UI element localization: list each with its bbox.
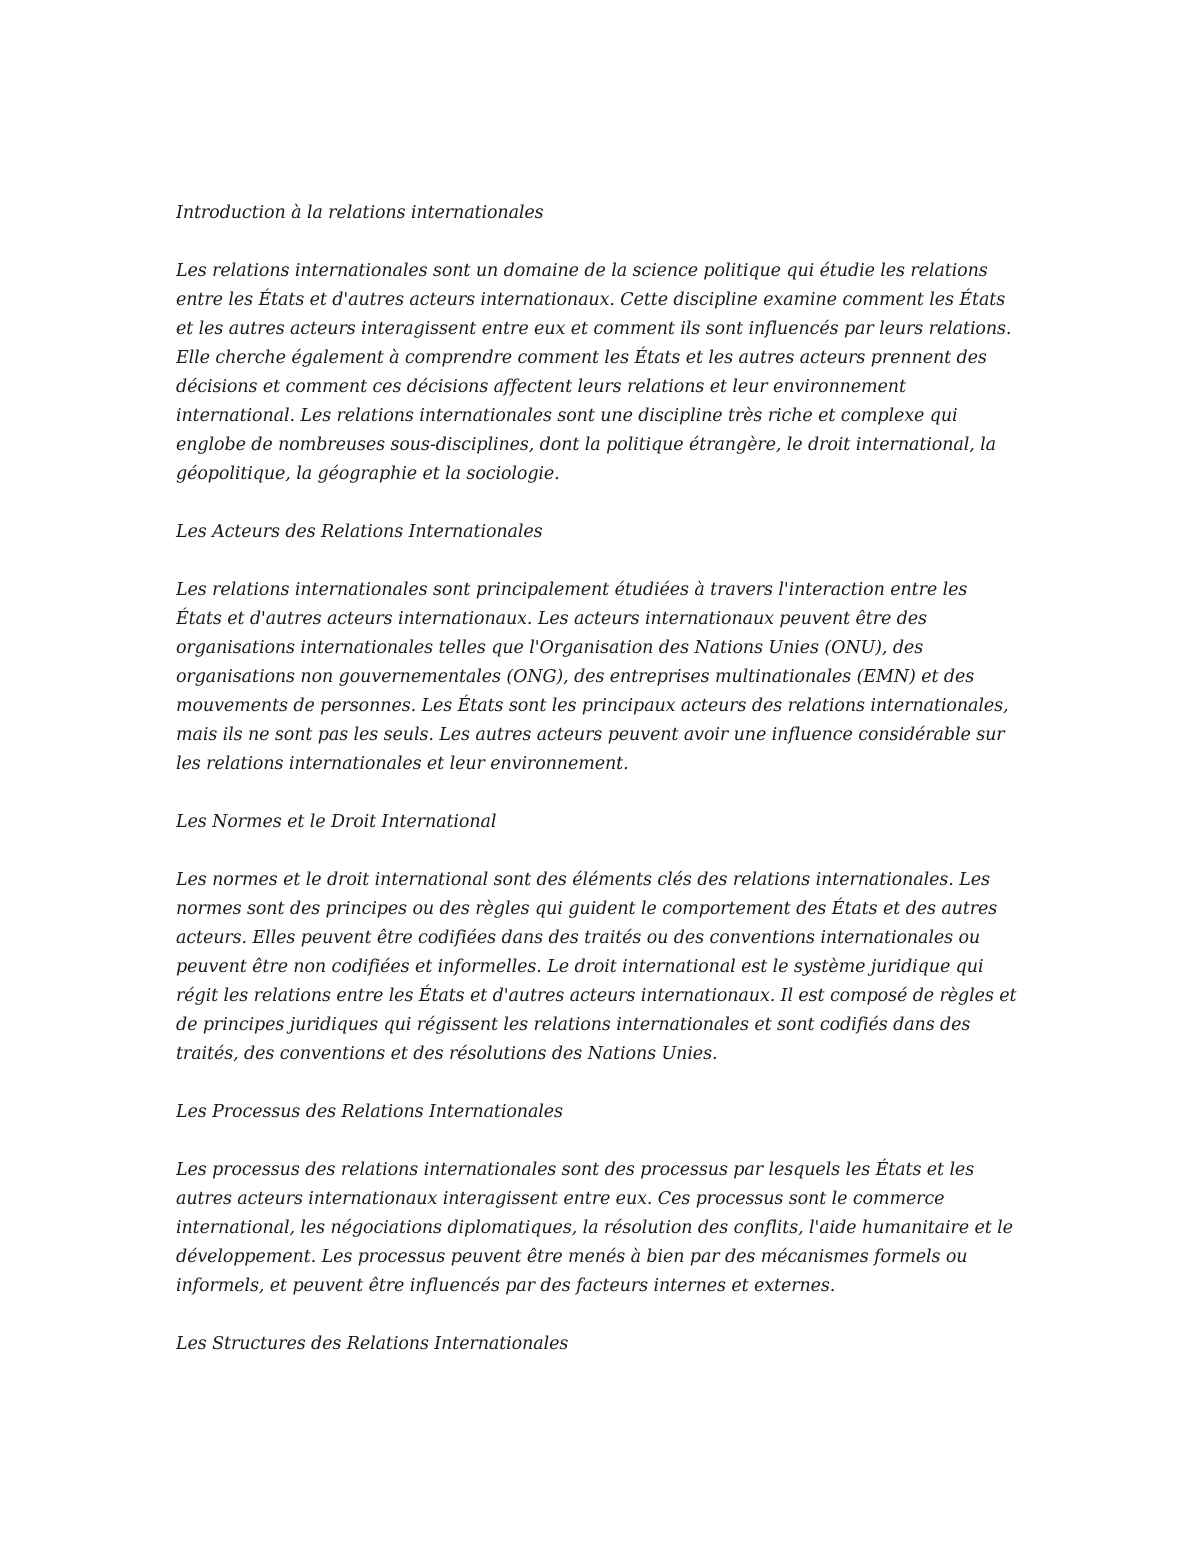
paragraph-line: États et d'autres acteurs internationaux. Les acteurs internationaux peuvent être des bbox=[176, 609, 927, 629]
paragraph-line: et les autres acteurs interagissent entre eux et comment ils sont influencés par leurs relations. bbox=[176, 319, 1012, 339]
paragraph-line: Les relations internationales sont un domaine de la science politique qui étudie les relations bbox=[176, 261, 988, 281]
paragraph-line: régit les relations entre les États et d'autres acteurs internationaux. Il est composé de règles et bbox=[176, 986, 1017, 1006]
paragraph-line: Les normes et le droit international sont des éléments clés des relations internationales. Les bbox=[176, 870, 990, 890]
paragraph-line: Les processus des relations internationales sont des processus par lesquels les États et les bbox=[176, 1160, 975, 1180]
paragraph-line: autres acteurs internationaux interagissent entre eux. Ces processus sont le commerce bbox=[176, 1189, 945, 1209]
section-paragraph bbox=[176, 1156, 1036, 1301]
section-heading: Les Acteurs des Relations Internationales bbox=[176, 522, 543, 542]
section-heading: Les Normes et le Droit International bbox=[176, 812, 497, 832]
paragraph-line: entre les États et d'autres acteurs internationaux. Cette discipline examine comment les États bbox=[176, 290, 1006, 310]
paragraph-line: international. Les relations internationales sont une discipline très riche et complexe qui bbox=[176, 406, 958, 426]
paragraph-line: de principes juridiques qui régissent les relations internationales et sont codifiés dans des bbox=[176, 1015, 971, 1035]
document-body bbox=[176, 199, 1036, 1359]
paragraph-line: peuvent être non codifiées et informelles. Le droit international est le système juridique qui bbox=[176, 957, 984, 977]
section-heading: Introduction à la relations internationales bbox=[176, 203, 544, 223]
paragraph-line: acteurs. Elles peuvent être codifiées dans des traités ou des conventions internationales ou bbox=[176, 928, 981, 948]
paragraph-line: englobe de nombreuses sous-disciplines, dont la politique étrangère, le droit international, la bbox=[176, 435, 996, 455]
paragraph-line: géopolitique, la géographie et la sociologie. bbox=[176, 464, 560, 484]
paragraph-line: normes sont des principes ou des règles qui guident le comportement des États et des autres bbox=[176, 899, 998, 919]
paragraph-line: décisions et comment ces décisions affectent leurs relations et leur environnement bbox=[176, 377, 906, 397]
paragraph-line: mouvements de personnes. Les États sont les principaux acteurs des relations internationales, bbox=[176, 696, 1009, 716]
paragraph-line: traités, des conventions et des résolutions des Nations Unies. bbox=[176, 1044, 718, 1064]
section-paragraph bbox=[176, 257, 1036, 489]
section-heading: Les Processus des Relations Internationales bbox=[176, 1102, 563, 1122]
paragraph-line: développement. Les processus peuvent être menés à bien par des mécanismes formels ou bbox=[176, 1247, 968, 1267]
paragraph-line: mais ils ne sont pas les seuls. Les autres acteurs peuvent avoir une influence considérable sur bbox=[176, 725, 1005, 745]
paragraph-line: Les relations internationales sont principalement étudiées à travers l'interaction entre les bbox=[176, 580, 968, 600]
paragraph-line: international, les négociations diplomatiques, la résolution des conflits, l'aide humanitaire et le bbox=[176, 1218, 1013, 1238]
section-paragraph bbox=[176, 576, 1036, 779]
paragraph-line: organisations internationales telles que l'Organisation des Nations Unies (ONU), des bbox=[176, 638, 924, 658]
section-paragraph bbox=[176, 866, 1036, 1069]
paragraph-line: Elle cherche également à comprendre comment les États et les autres acteurs prennent des bbox=[176, 348, 987, 368]
paragraph-line: informels, et peuvent être influencés par des facteurs internes et externes. bbox=[176, 1276, 836, 1296]
paragraph-line: les relations internationales et leur environnement. bbox=[176, 754, 629, 774]
paragraph-line: organisations non gouvernementales (ONG), des entreprises multinationales (EMN) et des bbox=[176, 667, 975, 687]
section-heading: Les Structures des Relations Internationales bbox=[176, 1334, 569, 1354]
